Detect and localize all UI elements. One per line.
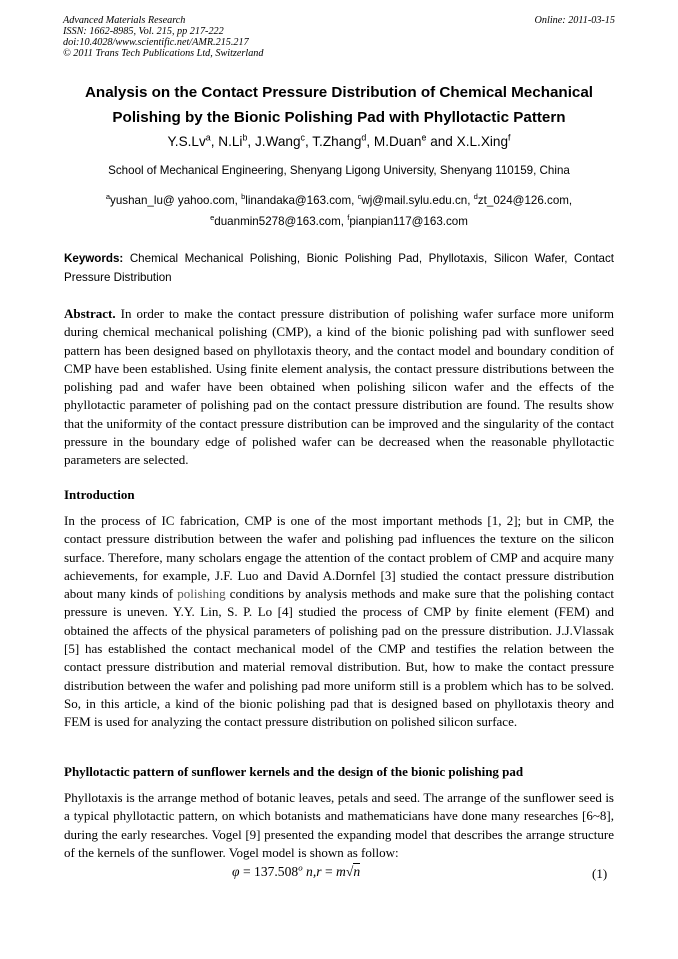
author-mark: d <box>361 132 367 143</box>
email-address[interactable]: pianpian117@163.com <box>349 215 468 228</box>
email-mark: e <box>210 213 215 223</box>
author-mark: e <box>421 132 427 143</box>
email-mark: c <box>357 192 362 202</box>
introduction-paragraph <box>64 512 614 732</box>
author-mark: b <box>242 132 248 143</box>
equation-degree: o <box>298 862 303 873</box>
journal-name: Advanced Materials Research <box>63 15 186 26</box>
email-line-2 <box>0 211 678 232</box>
email-address[interactable]: zt_024@126.com, <box>477 194 573 207</box>
paper-title <box>40 80 638 130</box>
author-name: X.L.Xing <box>456 134 509 149</box>
online-date: Online: 2011-03-15 <box>534 15 615 26</box>
email-address[interactable]: wj@mail.sylu.edu.cn, <box>361 194 471 207</box>
copyright-line: © 2011 Trans Tech Publications Ltd, Switzerland <box>63 48 264 59</box>
equation-radicand: n <box>353 864 361 879</box>
abstract <box>64 305 614 470</box>
author-mark: a <box>205 132 211 143</box>
sqrt-symbol-icon: √ <box>345 864 354 879</box>
intro-highlight: polishing <box>177 586 226 602</box>
author-mark: c <box>300 132 305 143</box>
author-name: M.Duan <box>373 134 422 149</box>
abstract-text: In order to make the contact pressure distribution of polishing wafer surface more uniform during chemical mechanical polishing (CMP), a kind of the bionic polishing pad with sunflower seed pattern has been designed based on phyllotaxis theory, and the contact model and boundary condition of CMP have been established. Using finite element analysis, the contact pressure distributions between the polishing pad and wafer have been obtained when polishing silicon wafer and the effects of the phyllotactic parameter of polishing pad on the contact pressure distribution are found. The results show that the uniformity of the contact pressure distribution can be improved and the singularity of the contact pressure in the boundary edge of polished wafer can be decreased when the reasonable phyllotactic parameters are selected. <box>64 306 614 468</box>
introduction-heading: Introduction <box>64 487 135 502</box>
email-address[interactable]: yushan_lu@ yahoo.com, <box>110 194 238 207</box>
equation-number: (1) <box>592 866 608 881</box>
authors-and: and <box>430 134 453 149</box>
equation-equals-2: = <box>324 864 333 879</box>
email-mark: a <box>105 192 111 202</box>
equation-rest-a: n,r <box>306 864 322 879</box>
email-line-1 <box>0 190 678 211</box>
author-name: N.Li <box>218 134 243 149</box>
title-line-2: Polishing by the Bionic Polishing Pad with Phyllotactic Pattern <box>112 109 566 126</box>
author-name: Y.S.Lv <box>167 134 206 149</box>
intro-text-before: In the process of IC fabrication, CMP is one of the most important methods [1, 2]; but in CMP, the contact pressure distribution between the wafer and polishing pad influences the texture on the silicon surface. Therefore, many scholars engage the attention of the contact problem of CMP and acquire many achievements, for example, J.F. Luo and David A.Dornfel [3] studied the contact pressure distribution about many kinds of <box>64 513 614 602</box>
keywords-label: Keywords: <box>64 252 124 265</box>
email-mark: d <box>473 192 478 202</box>
email-address[interactable]: linandaka@163.com, <box>245 194 355 207</box>
intro-text-after: conditions by analysis methods and make sure that the polishing contact pressure is uneven. Y.Y. Lin, S. P. Lo [4] studied the process of CMP by finite element (FEM) and obtained the affects of the physical parameters of polishing pad on the pressure distribution. J.J.Vlassak [5] has established the contact mechanical model of the CMP and testifies the relation between the contact pressure distribution and material removal distribution. But, how to make the contact pressure distribution between the wafer and polishing pad more uniform still is a problem which has to be solved. So, in this article, a kind of the bionic polishing pad that is designed based on phyllotaxis theory and FEM is used for analyzing the contact pressure distribution on polished silicon surface. <box>64 586 615 730</box>
doi-line: doi:10.4028/www.scientific.net/AMR.215.217 <box>63 37 249 48</box>
author-name: T.Zhang <box>312 134 362 149</box>
author-mark: f <box>508 132 511 143</box>
title-line-1: Analysis on the Contact Pressure Distribution of Chemical Mechanical <box>84 84 594 101</box>
phyllotactic-paragraph: Phyllotaxis is the arrange method of botanic leaves, petals and seed. The arrange of the sunflower seed is a typical phyllotactic pattern, on which botanists and mathematicians have done many researches [6~8], during the early researches. Vogel [9] presented the expanding model that describes the arrange structure of the kernels of the sunflower. Vogel model is shown as follow: <box>64 790 614 860</box>
journal-header <box>63 15 263 59</box>
email-address[interactable]: duanmin5278@163.com, <box>214 215 345 228</box>
author-list: Y.S.Lv$^a$, N.Li$^b$, J.Wang$^c$, T.Zhang$^d$, M.Duan$^e$ and X.L.Xing$^f$ <box>167 132 511 149</box>
affiliation: School of Mechanical Engineering, Shenyang Ligong University, Shenyang 110159, China <box>108 164 570 177</box>
equation-equals: = <box>242 864 251 879</box>
phyllotactic-heading: Phyllotactic pattern of sunflower kernels and the design of the bionic polishing pad <box>64 764 524 779</box>
vogel-equation <box>232 864 360 880</box>
equation-angle: 137.508 <box>254 864 299 879</box>
issn-line: ISSN: 1662-8985, Vol. 215, pp 217-222 <box>63 26 224 37</box>
email-mark: f <box>347 213 350 223</box>
keywords-text: Chemical Mechanical Polishing, Bionic Polishing Pad, Phyllotaxis, Silicon Wafer, Contact Pressure Distribution <box>64 252 614 284</box>
equation-phi: φ <box>232 864 240 879</box>
email-list <box>0 190 678 232</box>
equation-rest-b: m <box>336 864 346 879</box>
author-name: J.Wang <box>254 134 301 149</box>
keywords <box>64 249 614 287</box>
abstract-label: Abstract. <box>64 306 116 321</box>
email-mark: b <box>241 192 246 202</box>
